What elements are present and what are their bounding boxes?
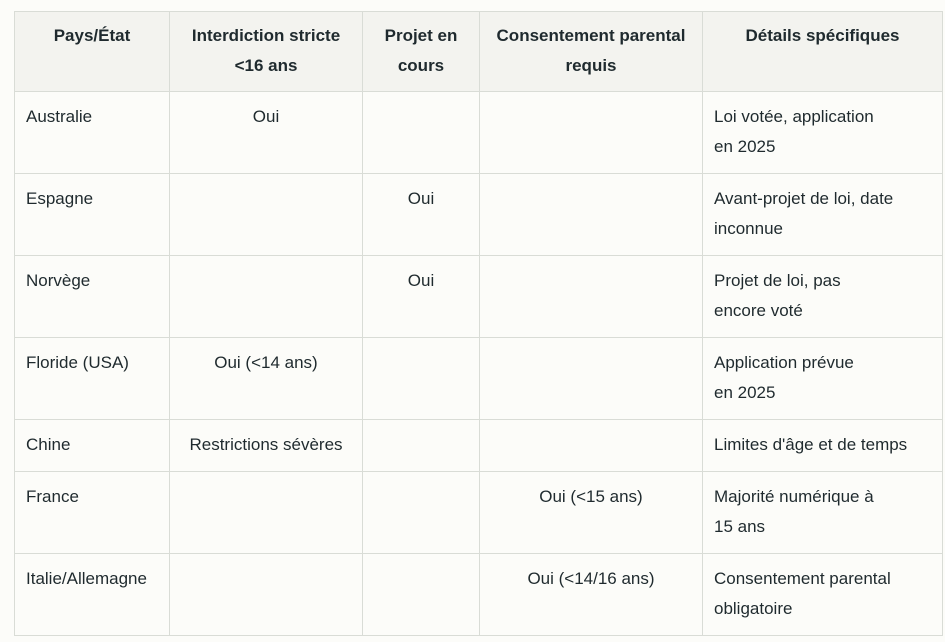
cell-project: Oui [363, 174, 480, 256]
cell-consent: Oui (<15 ans) [480, 472, 703, 554]
table-row [15, 92, 943, 174]
table-container [14, 11, 943, 636]
cell-project [363, 554, 480, 636]
header-strict-ban: Interdiction stricte <16 ans [170, 12, 363, 92]
cell-consent [480, 338, 703, 420]
cell-details: Avant-projet de loi, date inconnue [703, 174, 943, 256]
cell-project [363, 472, 480, 554]
cell-details: Projet de loi, pas encore voté [703, 256, 943, 338]
header-details: Détails spécifiques [703, 12, 943, 92]
cell-consent [480, 256, 703, 338]
table-row [15, 420, 943, 472]
cell-consent [480, 174, 703, 256]
cell-details: Application prévue en 2025 [703, 338, 943, 420]
table-row [15, 256, 943, 338]
cell-country: France [15, 472, 170, 554]
table-row [15, 174, 943, 256]
cell-ban [170, 174, 363, 256]
header-parental-consent: Consentement parental requis [480, 12, 703, 92]
table-row [15, 554, 943, 636]
cell-consent [480, 92, 703, 174]
header-row [15, 12, 943, 92]
cell-country: Chine [15, 420, 170, 472]
cell-country: Espagne [15, 174, 170, 256]
cell-ban: Oui (<14 ans) [170, 338, 363, 420]
cell-details: Limites d'âge et de temps [703, 420, 943, 472]
table-row [15, 472, 943, 554]
header-project: Projet en cours [363, 12, 480, 92]
cell-country: Italie/Allemagne [15, 554, 170, 636]
cell-project [363, 92, 480, 174]
header-country: Pays/État [15, 12, 170, 92]
table-row [15, 338, 943, 420]
cell-consent: Oui (<14/16 ans) [480, 554, 703, 636]
regulation-table [14, 11, 943, 636]
cell-country: Australie [15, 92, 170, 174]
cell-ban: Oui [170, 92, 363, 174]
cell-consent [480, 420, 703, 472]
table-body [15, 92, 943, 636]
table-header [15, 12, 943, 92]
cell-project [363, 338, 480, 420]
cell-country: Norvège [15, 256, 170, 338]
cell-project [363, 420, 480, 472]
cell-ban: Restrictions sévères [170, 420, 363, 472]
cell-project: Oui [363, 256, 480, 338]
cell-details: Loi votée, application en 2025 [703, 92, 943, 174]
cell-ban [170, 472, 363, 554]
cell-details: Consentement parental obligatoire [703, 554, 943, 636]
cell-country: Floride (USA) [15, 338, 170, 420]
cell-ban [170, 256, 363, 338]
cell-ban [170, 554, 363, 636]
cell-details: Majorité numérique à 15 ans [703, 472, 943, 554]
